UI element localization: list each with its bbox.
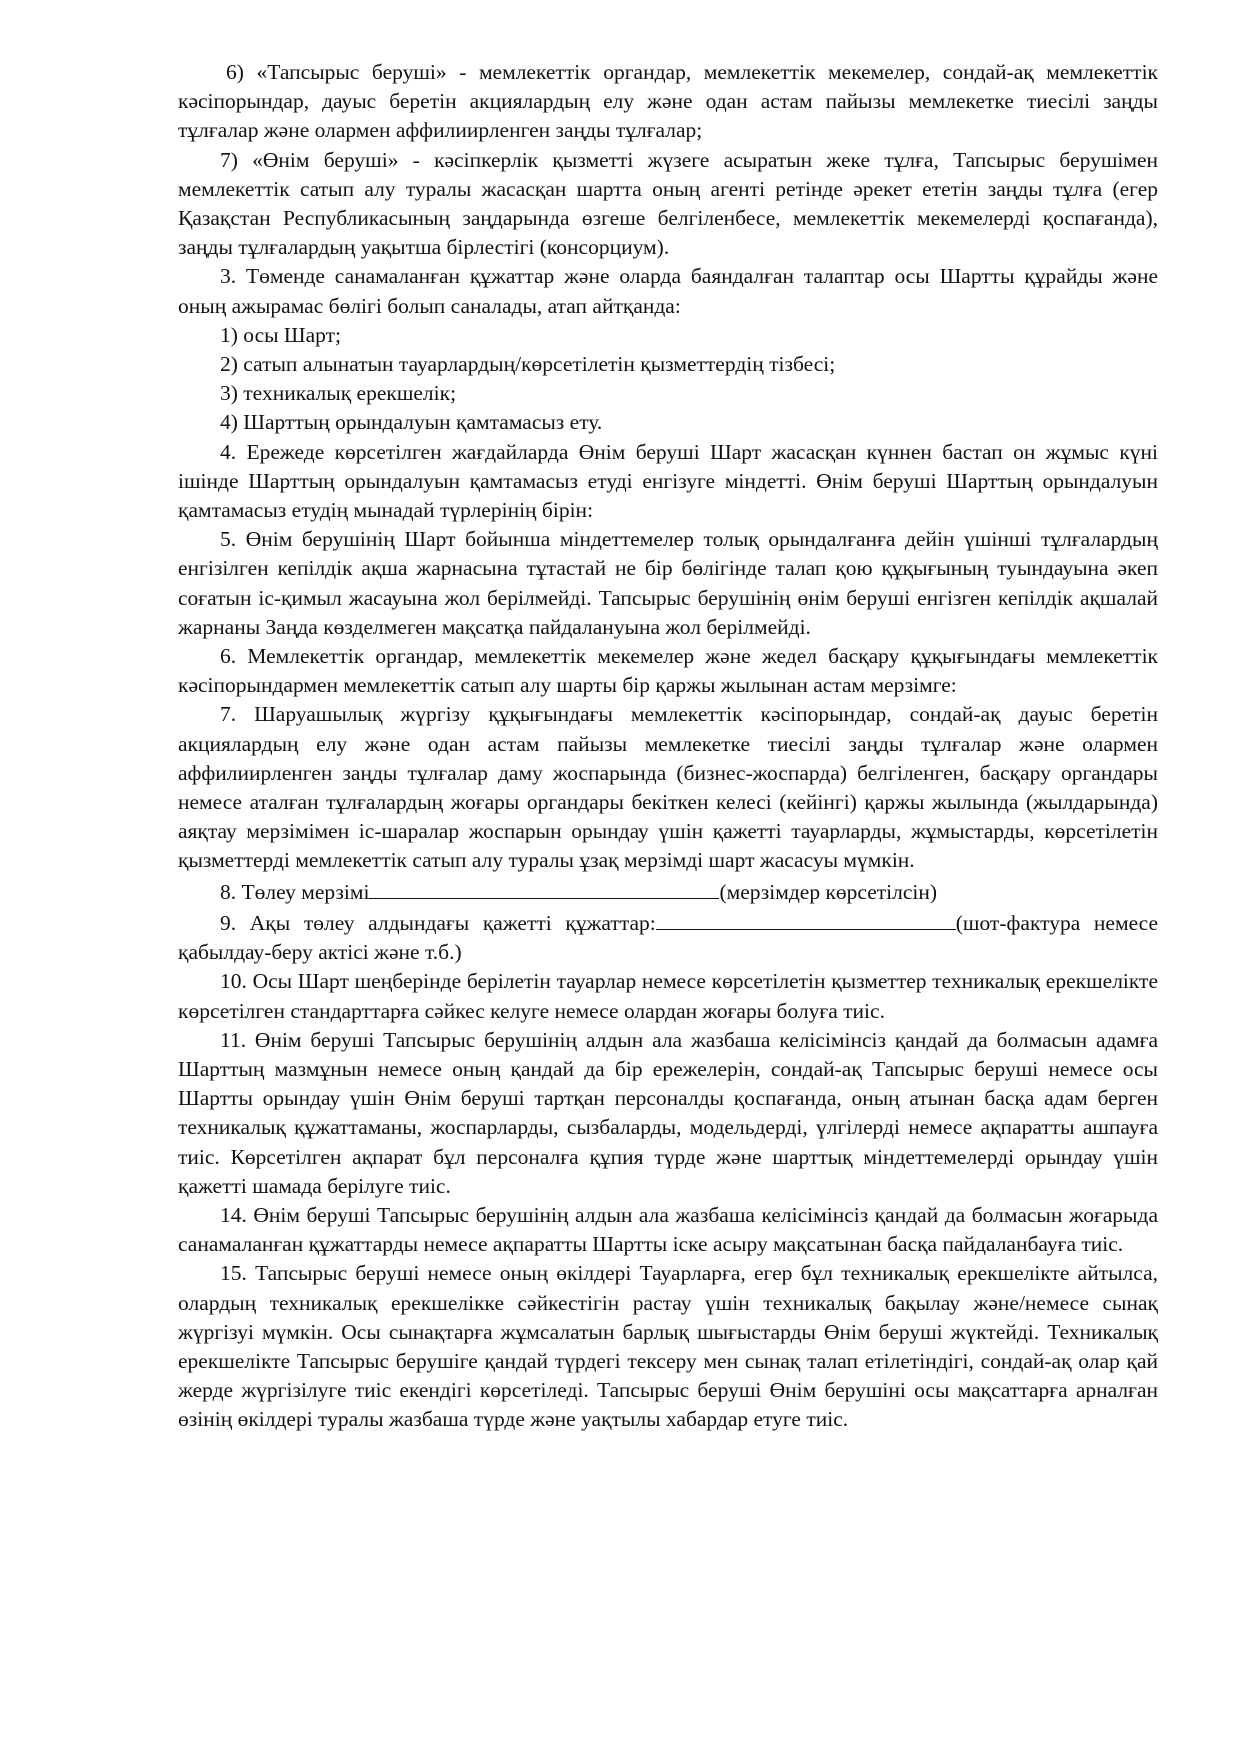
payment-term-label: 8. Төлеу мерзімі (220, 879, 370, 904)
paragraph-usage-restriction: 14. Өнім беруші Тапсырыс берушінің алдын ала жазбаша келісімінсіз қандай да болмасын жоғарыда санамаланған құжаттарды немесе ақпаратты Шартты іске асыру мақсатынан басқа пайдаланбауға тиіс. (178, 1202, 1158, 1257)
payment-term-blank (369, 876, 719, 899)
paragraph-multi-year-contract: 6. Мемлекеттік органдар, мемлекеттік мекемелер және жедел басқару құқығындағы мемлекеттік кәсіпорындармен мемлекеттік сатып алу шарты бір қаржы жылынан астам мерзімге: (178, 644, 1158, 698)
paragraph-long-term-contract: 7. Шаруашылық жүргізу құқығындағы мемлекеттік кәсіпорындар, сондай-ақ дауыс беретін акциялардың елу және одан астам пайызы мемлекетке тиесілі заңды тұлғалар және олармен аффилиирленген заңды тұлғалар даму жоспарында (бизнес-жоспарда) белгіленген, басқару органдары немесе аталған тұлғалардың жоғары органдары бекіткен келесі (кейінгі) қаржы жылында (жылдарында) аяқтау мерзімімен іс-шаралар жоспарын орындау үшін қажетті тауарларды, жұмыстарды, көрсетілетін қызметтерді мемлекеттік сатып алу туралы ұзақ мерзімді шарт жасасуы мүмкін. (178, 702, 1158, 873)
paragraph-standards: 10. Осы Шарт шеңберінде берілетін тауарлар немесе көрсетілетін қызметтер техникалық ерекшелікте көрсетілген стандарттарға сәйкес келуге немесе олардан жоғары болуға тиіс. (178, 969, 1158, 1023)
payment-docs-label: 9. Ақы төлеу алдындағы қажетті құжаттар: (220, 910, 656, 935)
paragraph-supplier-definition: 7) «Өнім беруші» - кәсіпкерлік қызметті жүзеге асыратын жеке тұлға, Тапсырыс берушімен мемлекеттік сатып алу туралы жасасқан шартта оның агенті ретінде әрекет ететін заңды тұлға (егер Қазақстан Республикасының заңдарында өзгеше белгіленбесе, мемлекеттік мекемелерді қоспағанда), заңды тұлғалардың уақытша бірлестігі (консорциум). (178, 147, 1158, 260)
list-item: 2) сатып алынатын тауарлардың/көрсетілетін қызметтердің тізбесі; (220, 352, 836, 377)
paragraph-inspection-tests: 15. Тапсырыс беруші немесе оның өкілдері Тауарларға, егер бұл техникалық ерекшелікте айтылса, олардың техникалық ерекшелікке сәйкестігін растау үшін техникалық бақылау және/немесе сынақ жүргізуі мүмкін. Осы сынақтарға жұмсалатын барлық шығыстарды Өнім беруші жүктейді. Техникалық ерекшелікте Тапсырыс берушіге қандай түрдегі тексеру мен сынақ талап етілетіндігі, сондай-ақ олар қай жерде жүргізілуге тиіс екендігі көрсетіледі. Тапсырыс беруші Өнім берушіні осы мақсаттарға арналған өзінің өкілдері туралы жазбаша түрде және уақтылы хабардар етуге тиіс. (178, 1261, 1158, 1432)
payment-docs-blank (656, 907, 956, 930)
document-page (178, 58, 1158, 1435)
paragraph-confidentiality: 11. Өнім беруші Тапсырыс берушінің алдын ала жазбаша келісімінсіз қандай да болмасын адамға Шарттың мазмұнын немесе оның қандай да бір ережелерін, сондай-ақ Тапсырыс беруші немесе осы Шартты орындау үшін Өнім беруші тартқан персоналды қоспағанда, оның атынан басқа адам берген техникалық құжаттаманы, жоспарларды, сызбаларды, модельдерді, үлгілерді немесе ақпаратты ашпауға тиіс. Көрсетілген ақпарат бұл персоналға құпия түрде және шарттық міндеттемелерді орындау үшін қажетті шамада берілуге тиіс. (178, 1027, 1158, 1198)
paragraph-contract-documents: 3. Төменде санамаланған құжаттар және оларда баяндалған талаптар осы Шартты құрайды және оның ажырамас бөлігі болып саналады, атап айтқанда: (178, 264, 1158, 318)
list-item: 1) осы Шарт; (220, 322, 342, 347)
list-item: 4) Шарттың орындалуын қамтамасыз ету. (220, 410, 603, 435)
paragraph-guarantee-deposit: 5. Өнім берушінің Шарт бойынша міндеттемелер толық орындалғанға дейін үшінші тұлғалардың енгізілген кепілдік ақша жарнасына тұтастай не бір бөлігінде талап қою құқығының туындауына әкеп соғатын іс-қимыл жасауына жол берілмейді. Тапсырыс берушінің өнім беруші енгізген кепілдік ақшалай жарнаны Заңда көзделмеген мақсатқа пайдалануына жол берілмейді. (178, 527, 1158, 639)
payment-term-note: (мерзімдер көрсетілсін) (719, 879, 938, 904)
list-item: 3) техникалық ерекшелік; (220, 381, 457, 406)
paragraph-payment-documents (178, 907, 1158, 967)
paragraph-payment-term (178, 876, 1158, 907)
paragraph-customer-definition: 6) «Тапсырыс беруші» - мемлекеттік органдар, мемлекеттік мекемелер, сондай-ақ мемлекеттік кәсіпорындар, дауыс беретін акциялардың елу және одан астам пайызы мемлекетке тиесілі заңды тұлғалар және олармен аффилиирленген заңды тұлғалар; (178, 60, 1158, 143)
paragraph-performance-security: 4. Ережеде көрсетілген жағдайларда Өнім беруші Шарт жасасқан күннен бастап он жұмыс күні ішінде Шарттың орындалуын қамтамасыз етуді енгізуге міндетті. Өнім беруші Шарттың орындалуын қамтамасыз етудің мынадай түрлерінің бірін: (178, 439, 1158, 523)
payment-docs-note: (шот-фактура немесе қабылдау-беру актісі және т.б.) (178, 910, 1159, 965)
